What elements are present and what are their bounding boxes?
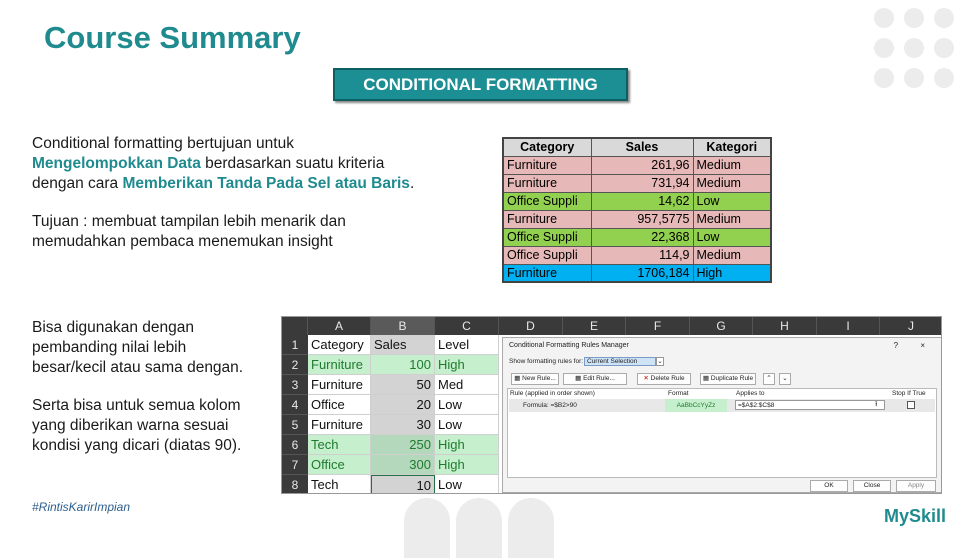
table-row: [503, 210, 771, 228]
cell-b5[interactable]: 30: [371, 415, 435, 435]
purpose-line-1: Tujuan : membuat tampilan lebih menarik dan: [32, 213, 346, 230]
chevron-down-icon: ⌄: [782, 375, 788, 382]
rule-row[interactable]: [509, 399, 935, 412]
cell-c2[interactable]: High: [435, 355, 499, 375]
row-header[interactable]: 8: [282, 475, 308, 494]
applies-to-input[interactable]: =$A$2:$C$8: [735, 400, 885, 410]
row-header[interactable]: 5: [282, 415, 308, 435]
row-header[interactable]: 2: [282, 355, 308, 375]
intro-highlight-2: Memberikan Tanda Pada Sel atau Baris: [122, 175, 410, 192]
col-header-a[interactable]: A: [308, 317, 371, 335]
compare-line-3: besar/kecil atau sama dengan.: [32, 359, 244, 376]
edit-rule-icon: ▦: [575, 375, 582, 382]
cell-a7[interactable]: Office: [308, 455, 371, 475]
col-header-c[interactable]: C: [435, 317, 499, 335]
col-header-i[interactable]: I: [817, 317, 880, 335]
table-row: [503, 156, 771, 174]
delete-rule-label: Delete Rule: [650, 375, 685, 382]
table-header-row: [503, 138, 771, 156]
cell-c1[interactable]: Level: [435, 335, 499, 355]
duplicate-rule-label: Duplicate Rule: [710, 375, 754, 382]
cell-a3[interactable]: Furniture: [308, 375, 371, 395]
cell: 1706,184: [591, 264, 693, 282]
duplicate-rule-button[interactable]: [700, 373, 756, 385]
cell-b3[interactable]: 50: [371, 375, 435, 395]
purpose-line-2: memudahkan pembaca menemukan insight: [32, 233, 333, 250]
cell: Low: [693, 192, 771, 210]
edit-rule-label: Edit Rule...: [583, 375, 615, 382]
show-rules-select[interactable]: Current Selection: [584, 357, 656, 366]
intro-line-2-rest: berdasarkan suatu kriteria: [200, 155, 385, 172]
cell: Office Suppli: [503, 192, 591, 210]
cell-c5[interactable]: Low: [435, 415, 499, 435]
row-header[interactable]: 3: [282, 375, 308, 395]
rules-manager-dialog: [502, 337, 942, 493]
table-row: [503, 246, 771, 264]
range-select-icon[interactable]: ⭱: [875, 401, 878, 408]
rules-col-header: Rule (applied in order shown): [510, 390, 595, 397]
decorative-arch: [456, 498, 502, 558]
cell: 14,62: [591, 192, 693, 210]
cell-c7[interactable]: High: [435, 455, 499, 475]
decorative-arch: [404, 498, 450, 558]
cell-a6[interactable]: Tech: [308, 435, 371, 455]
cell-a5[interactable]: Furniture: [308, 415, 371, 435]
cell: 261,96: [591, 156, 693, 174]
col-header-b[interactable]: B: [371, 317, 435, 335]
applies-col-header: Applies to: [736, 390, 765, 397]
row-header[interactable]: 4: [282, 395, 308, 415]
cell: High: [693, 264, 771, 282]
compare-line-5: yang diberikan warna sesuai: [32, 417, 229, 434]
cell-b4[interactable]: 20: [371, 395, 435, 415]
cell: Furniture: [503, 264, 591, 282]
table-row: [503, 264, 771, 282]
move-up-button[interactable]: [763, 373, 775, 385]
cell-b1[interactable]: Sales: [371, 335, 435, 355]
col-header-h[interactable]: H: [753, 317, 817, 335]
col-header-d[interactable]: D: [499, 317, 563, 335]
intro-line-2: [32, 154, 472, 174]
cell: Furniture: [503, 156, 591, 174]
cell-b8[interactable]: 10: [371, 475, 435, 494]
col-header-e[interactable]: E: [563, 317, 626, 335]
cell: Medium: [693, 174, 771, 192]
page-title: Course Summary: [44, 20, 301, 55]
decorative-arch: [508, 498, 554, 558]
delete-rule-button[interactable]: [637, 373, 691, 385]
cell-a4[interactable]: Office: [308, 395, 371, 415]
ok-button[interactable]: OK: [810, 480, 848, 492]
new-rule-icon: ▦: [514, 375, 521, 382]
cell-a8[interactable]: Tech: [308, 475, 371, 494]
move-down-button[interactable]: [779, 373, 791, 385]
intro-line-3: [32, 174, 472, 194]
cell-b7[interactable]: 300: [371, 455, 435, 475]
kategori-table: [502, 137, 772, 283]
show-rules-label: Show formatting rules for:: [509, 358, 584, 365]
section-badge: CONDITIONAL FORMATTING: [333, 68, 628, 101]
cell-a2[interactable]: Furniture: [308, 355, 371, 375]
table-row: [503, 228, 771, 246]
new-rule-button[interactable]: [511, 373, 559, 385]
dialog-title: Conditional Formatting Rules Manager: [509, 342, 629, 349]
compare-line-6: kondisi yang dicari (diatas 90).: [32, 437, 242, 454]
duplicate-icon: ▦: [702, 375, 710, 382]
stop-col-header: Stop If True: [892, 390, 926, 397]
chevron-up-icon: ⌃: [766, 375, 772, 382]
table-row: [503, 174, 771, 192]
intro-highlight-1: Mengelompokkan Data: [32, 155, 201, 172]
cell: 957,5775: [591, 210, 693, 228]
intro-line-3-end: .: [409, 175, 415, 192]
delete-x-icon: ✕: [643, 375, 649, 382]
intro-line-3-pre: dengan cara: [32, 175, 123, 192]
cell: Medium: [693, 210, 771, 228]
compare-line-2: pembanding nilai lebih: [32, 339, 187, 356]
compare-line-1: Bisa digunakan dengan: [32, 319, 195, 336]
header-sales: Sales: [591, 138, 693, 156]
chevron-down-icon[interactable]: ⌄: [657, 358, 663, 365]
cell-c6[interactable]: High: [435, 435, 499, 455]
intro-line-1: Conditional formatting bertujuan untuk: [32, 135, 294, 152]
hashtag: #RintisKarirImpian: [32, 500, 131, 514]
header-kategori: Kategori: [693, 138, 771, 156]
intro-paragraph: [32, 134, 472, 252]
excel-screenshot: [281, 316, 942, 494]
myskill-logo: MySkill: [884, 506, 947, 526]
edit-rule-button[interactable]: [563, 373, 627, 385]
row-header[interactable]: 6: [282, 435, 308, 455]
cell-c4[interactable]: Low: [435, 395, 499, 415]
select-all-corner[interactable]: [282, 317, 308, 335]
cell-c8[interactable]: Low: [435, 475, 499, 494]
row-header[interactable]: 7: [282, 455, 308, 475]
dialog-window-controls[interactable]: ? ×: [893, 341, 935, 350]
header-category: Category: [503, 138, 591, 156]
cell: 114,9: [591, 246, 693, 264]
col-header-g[interactable]: G: [690, 317, 753, 335]
cell: Medium: [693, 246, 771, 264]
cell-c3[interactable]: Med: [435, 375, 499, 395]
row-header[interactable]: 1: [282, 335, 308, 355]
rule-formula: Formula: =$B2>90: [523, 402, 577, 409]
close-button[interactable]: Close: [853, 480, 891, 492]
stop-if-true-checkbox[interactable]: [907, 401, 915, 409]
col-header-j[interactable]: J: [880, 317, 942, 335]
cell-b6[interactable]: 250: [371, 435, 435, 455]
cell: Low: [693, 228, 771, 246]
compare-paragraph: [32, 318, 277, 456]
format-preview: AaBbCcYyZz: [665, 399, 727, 412]
cell: Medium: [693, 156, 771, 174]
apply-button[interactable]: Apply: [896, 480, 936, 492]
compare-line-4: Serta bisa untuk semua kolom: [32, 397, 241, 414]
cell: 22,368: [591, 228, 693, 246]
cell: Furniture: [503, 174, 591, 192]
cell: Office Suppli: [503, 246, 591, 264]
cell-b2[interactable]: 100: [371, 355, 435, 375]
format-col-header: Format: [668, 390, 689, 397]
table-row: [503, 192, 771, 210]
new-rule-label: New Rule...: [522, 375, 556, 382]
col-header-f[interactable]: F: [626, 317, 690, 335]
cell: Office Suppli: [503, 228, 591, 246]
cell: Furniture: [503, 210, 591, 228]
cell-a1[interactable]: Category: [308, 335, 371, 355]
rules-list: [507, 388, 937, 478]
column-header-bar: [282, 317, 942, 335]
cell: 731,94: [591, 174, 693, 192]
